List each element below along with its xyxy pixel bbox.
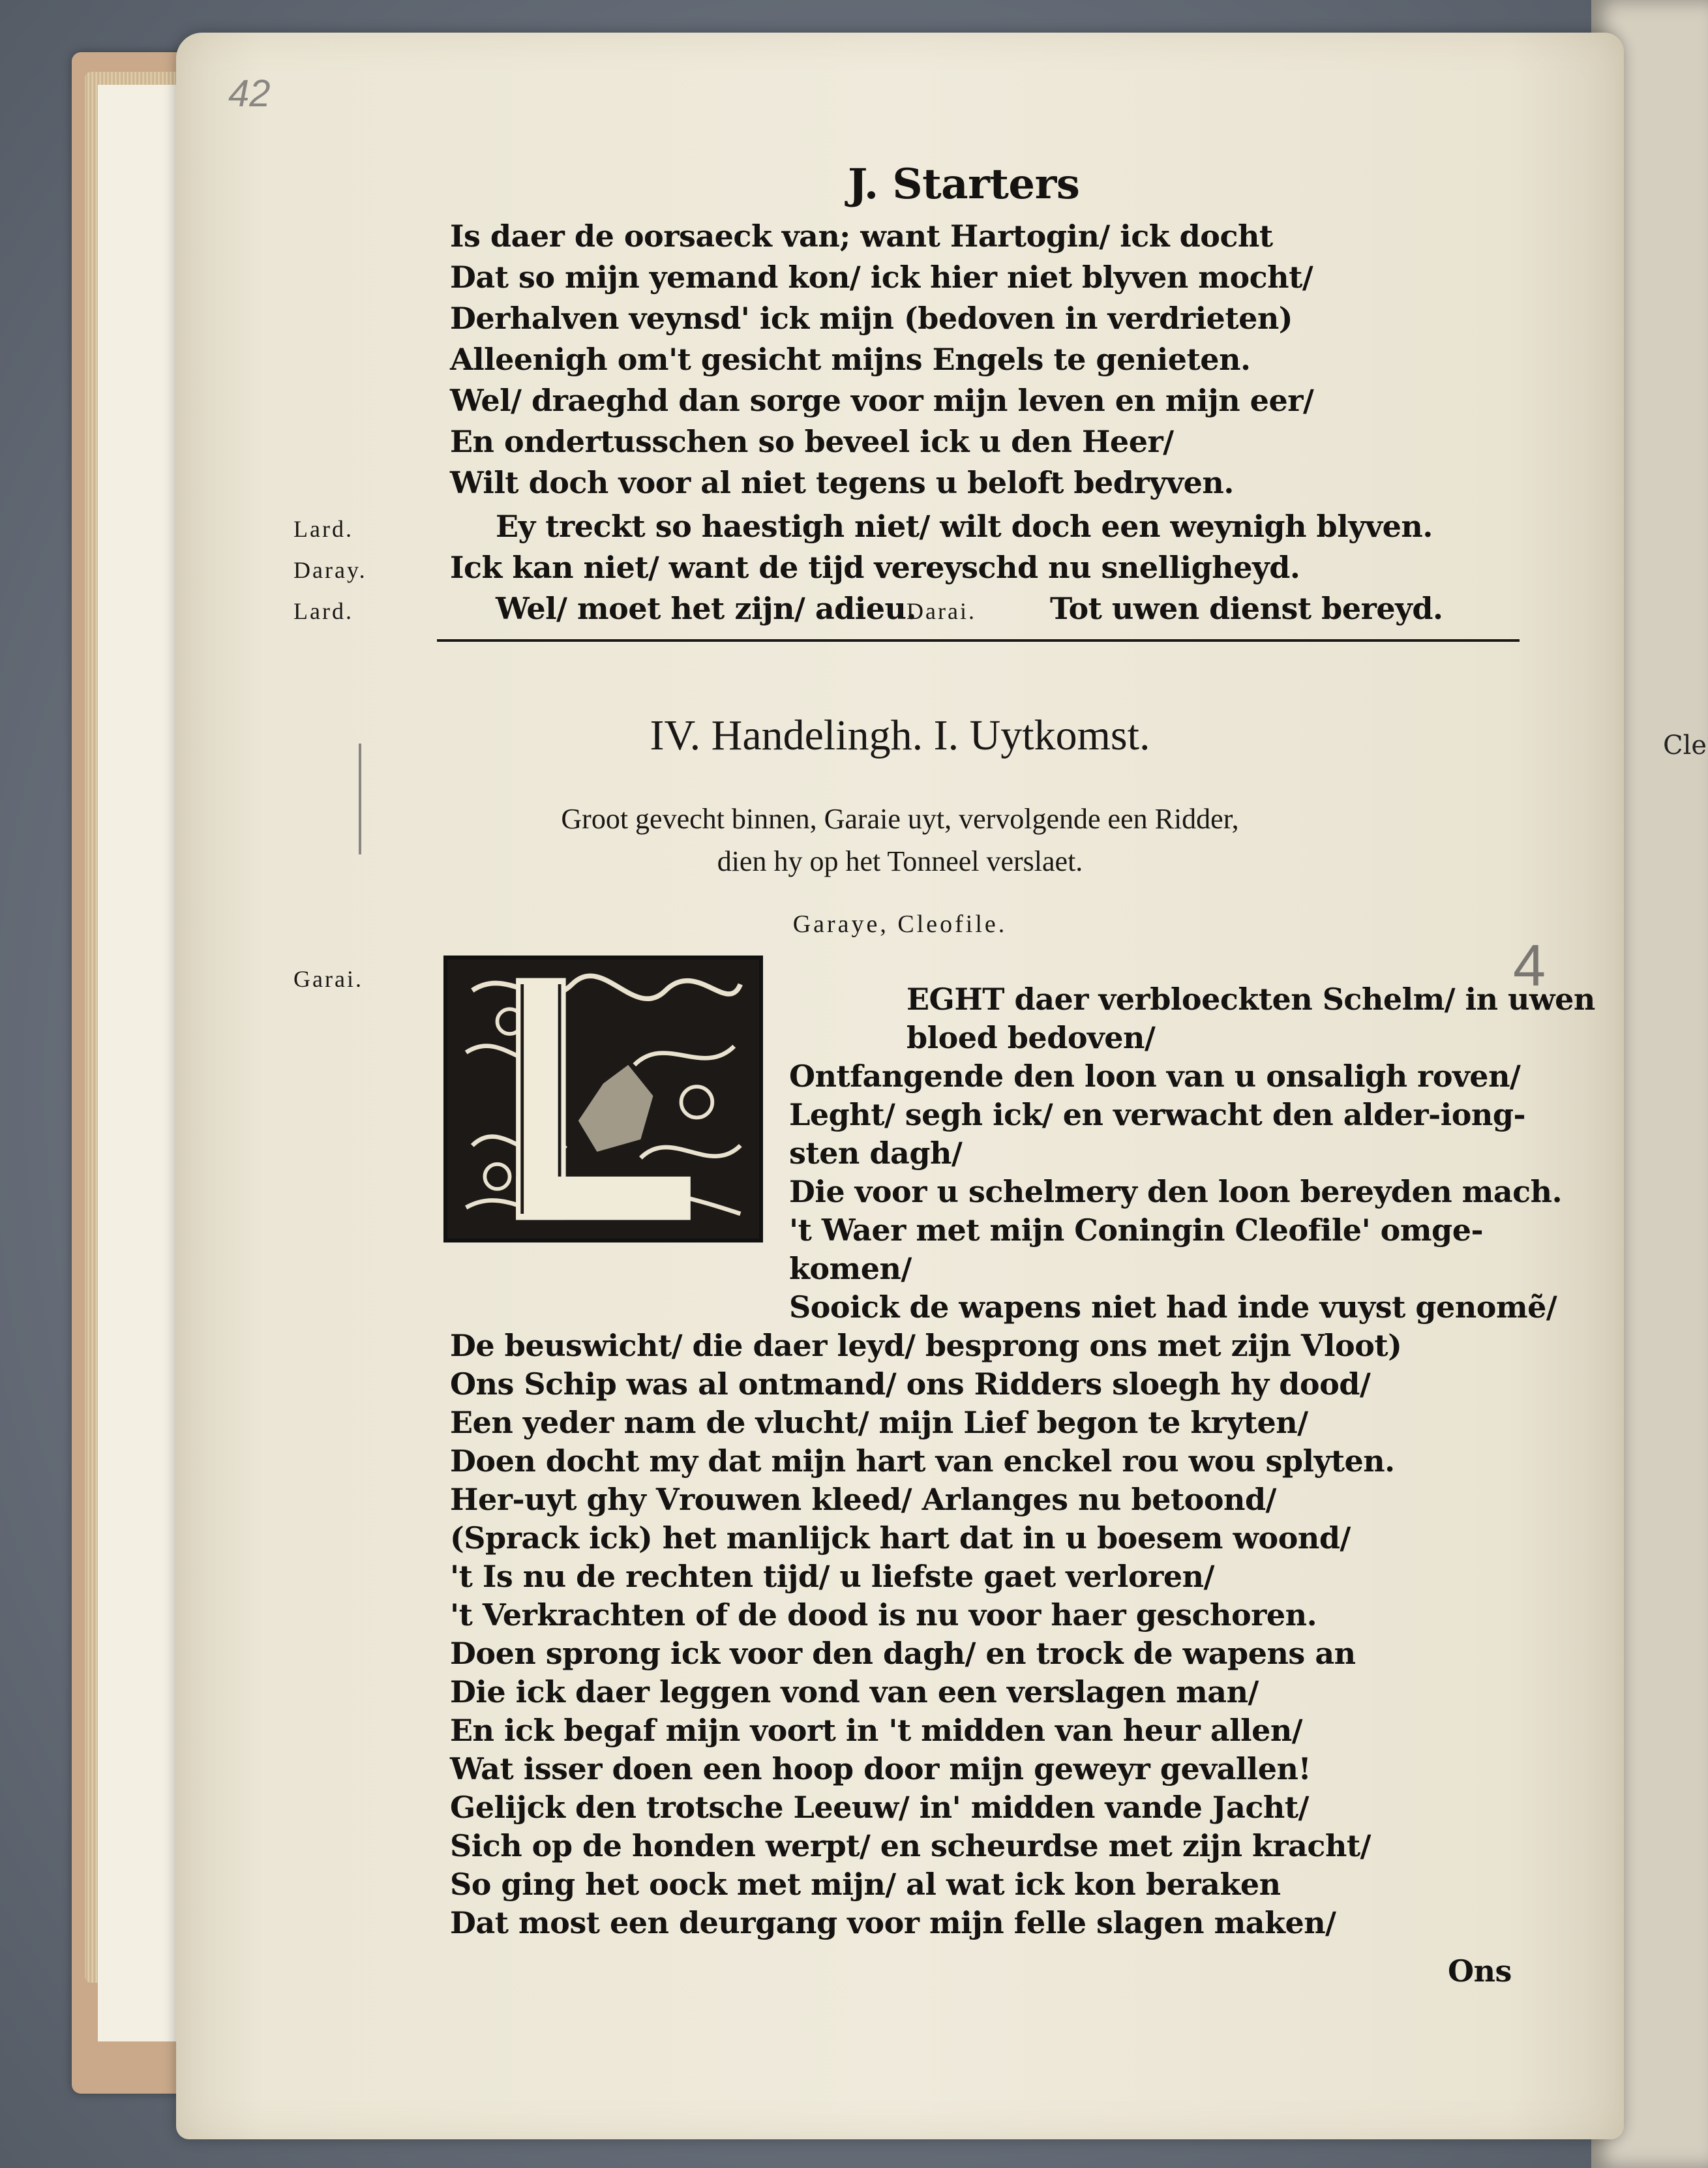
speaker-label: Lard. — [293, 598, 353, 624]
verse-line: Die ick daer leggen vond van een verslagen man/ — [450, 1674, 1259, 1709]
verse-line: Ick kan niet/ want de tijd vereyschd nu snelligheyd. — [450, 550, 1300, 585]
verse-line: Sich op de honden werpt/ en scheurdse met zijn kracht/ — [450, 1828, 1371, 1863]
verse-line: Wat isser doen een hoop door mijn geweyr gevallen! — [450, 1751, 1311, 1786]
verse-line: Die voor u schelmery den loon bereyden mach. — [789, 1174, 1563, 1209]
speaker-label: Darai. — [906, 598, 976, 624]
book-page — [176, 33, 1624, 2139]
verse-line: 't Waer met mijn Coningin Cleofile' omge- — [789, 1212, 1484, 1248]
verse-line: EGHT daer verbloeckten Schelm/ in uwen — [906, 982, 1595, 1017]
pencil-mark — [359, 744, 361, 854]
catchword: Ons — [1448, 1953, 1512, 1989]
stage-direction: Groot gevecht binnen, Garaie uyt, vervolgende een Ridder, — [561, 803, 1239, 835]
pencil-margin-number: 4 — [1513, 933, 1546, 999]
verse-line: De beuswicht/ die daer leyd/ besprong ons met zijn Vloot) — [450, 1328, 1402, 1363]
verse-line: Een yeder nam de vlucht/ mijn Lief begon te kryten/ — [450, 1405, 1308, 1440]
decorated-initial-l — [447, 959, 759, 1239]
verse-line: Her-uyt ghy Vrouwen kleed/ Arlanges nu betoond/ — [450, 1482, 1276, 1517]
verse-line: Alleenigh om't gesicht mijns Engels te genieten. — [450, 342, 1251, 377]
verse-line: 't Verkrachten of de dood is nu voor haer geschoren. — [450, 1597, 1317, 1633]
verse-line: Doen docht my dat mijn hart van enckel rou wou splyten. — [450, 1443, 1395, 1479]
verse-line: Wel/ moet het zijn/ adieu. — [496, 591, 916, 626]
verse-line: Doen sprong ick voor den dagh/ en trock de wapens an — [450, 1636, 1356, 1671]
verse-line: sten dagh/ — [789, 1136, 963, 1171]
decorated-initial — [443, 956, 763, 1242]
cast-list: Garaye, Cleofile. — [792, 911, 1008, 938]
verse-line: bloed bedoven/ — [906, 1020, 1156, 1055]
verse-line: komen/ — [789, 1251, 912, 1286]
folio-number: 42 — [228, 72, 271, 115]
verse-line: Ey treckt so haestigh niet/ wilt doch een weynigh blyven. — [496, 509, 1433, 544]
verse-line: En ick begaf mijn voort in 't midden van heur allen/ — [450, 1713, 1303, 1748]
verse-line: Ons Schip was al ontmand/ ons Ridders sloegh hy dood/ — [450, 1366, 1371, 1402]
verse-line: So ging het oock met mijn/ al wat ick kon beraken — [450, 1867, 1281, 1902]
verse-line: Leght/ segh ick/ en verwacht den alder-iong- — [789, 1097, 1526, 1132]
speaker-label: Lard. — [293, 516, 353, 542]
verse-line: Dat most een deurgang voor mijn felle slagen maken/ — [450, 1905, 1336, 1940]
act-heading: IV. Handelingh. I. Uytkomst. — [650, 712, 1150, 759]
verse-line: Sooick de wapens niet had inde vuyst genomẽ/ — [789, 1289, 1557, 1325]
verse-line: Wel/ draeghd dan sorge voor mijn leven en mijn eer/ — [450, 383, 1314, 418]
verse-line: Ontfangende den loon van u onsaligh roven/ — [789, 1059, 1521, 1094]
verse-line: Derhalven veynsd' ick mijn (bedoven in verdrieten) — [450, 301, 1293, 336]
stage-direction: dien hy op het Tonneel verslaet. — [717, 845, 1083, 877]
facing-page-fragment: Cle — [1663, 730, 1707, 760]
verse-line: Tot uwen dienst bereyd. — [1050, 591, 1443, 626]
verse-line: Wilt doch voor al niet tegens u beloft bedryven. — [450, 465, 1234, 500]
speaker-label: Daray. — [293, 557, 367, 583]
verse-line: (Sprack ick) het manlijck hart dat in u boesem woond/ — [450, 1520, 1351, 1556]
verse-line: Dat so mijn yemand kon/ ick hier niet blyven mocht/ — [450, 260, 1313, 295]
verse-line: En ondertusschen so beveel ick u den Heer/ — [450, 424, 1174, 459]
verse-line: 't Is nu de rechten tijd/ u liefste gaet verloren/ — [450, 1559, 1214, 1594]
divider-rule — [437, 639, 1520, 642]
speaker-label: Garai. — [293, 966, 363, 992]
running-head: J. Starters — [848, 160, 1080, 209]
verse-line: Is daer de oorsaeck van; want Hartogin/ ick docht — [450, 218, 1273, 254]
verse-line: Gelijck den trotsche Leeuw/ in' midden vande Jacht/ — [450, 1790, 1309, 1825]
